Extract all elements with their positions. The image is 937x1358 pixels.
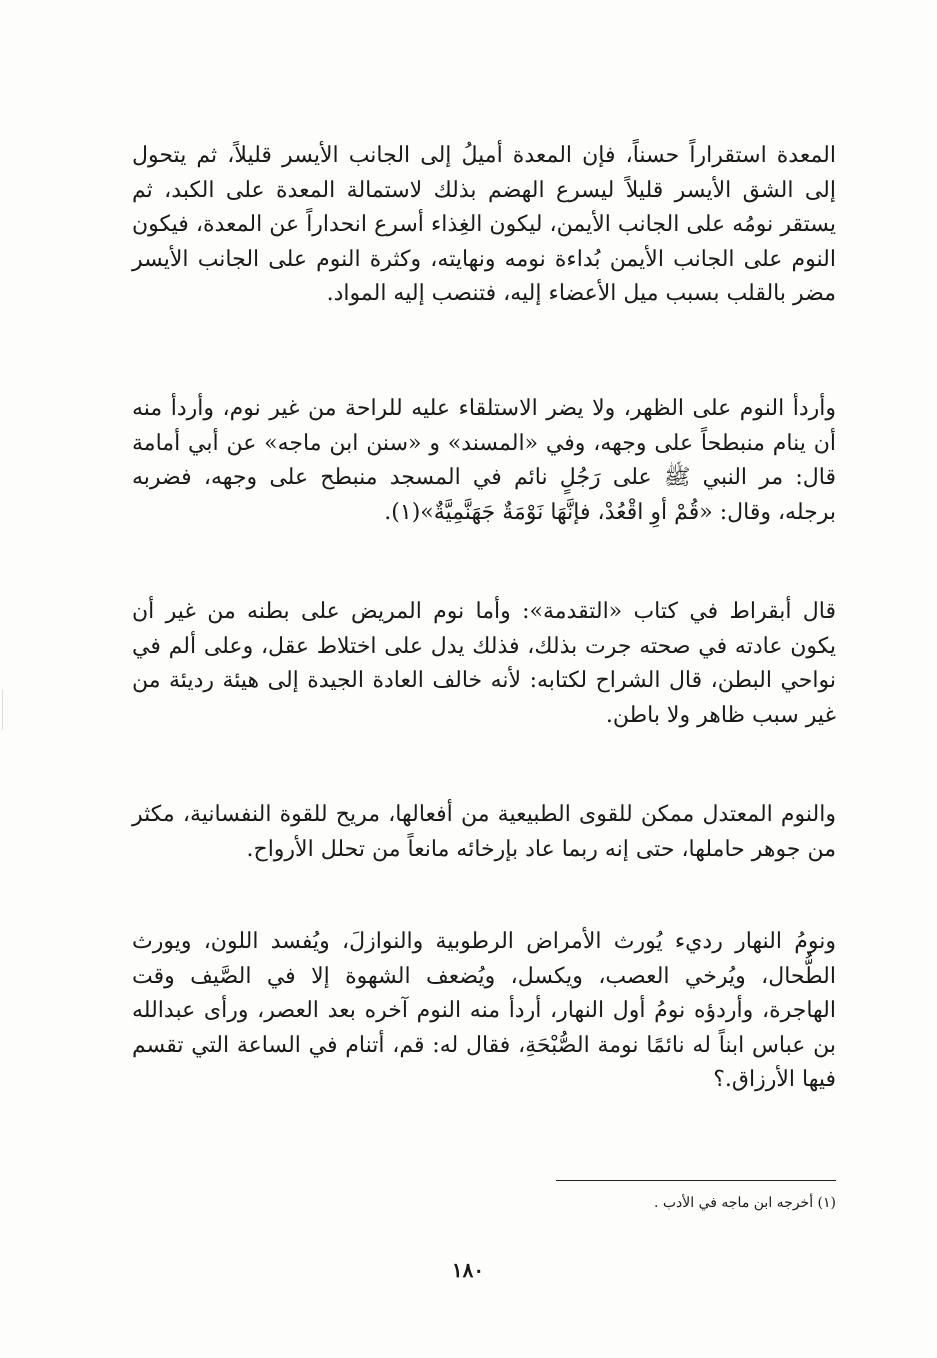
page-number: ١٨٠ [451, 1258, 485, 1282]
scan-edge-mark [2, 690, 3, 730]
paragraph-1: المعدة استقراراً حسناً، فإن المعدة أميلُ إلى الجانب الأيسر قليلاً، ثم يتحول إلى الشق الأيسر قليلاً ليسرع الهضم بذلك لاستمالة المعدة على الكبد، ثم يستقر نومُه على الجانب الأيمن، ليكون الغِذاء أسرع انحداراً عن المعدة، فيكون النوم على الجانب الأيمن بُداءة نومه ونهايته، وكثرة النوم على الجانب الأيسر مضر بالقلب بسبب ميل الأعضاء إليه، فتنصب إليه المواد. [132, 143, 836, 306]
paragraph-5: ونومُ النهار رديء يُورث الأمراض الرطوبية والنوازلَ، ويُفسد اللون، ويورث الطُّحال، ويُرخي العصب، ويكسل، ويُضعف الشهوة إلا في الصَّيف وقت الهاجرة، وأردؤه نومُ أول النهار، أردأ منه النوم آخره بعد العصر، ورأى عبدالله بن عباس ابناً له نائمًا نومة الصُّبْحَةِ، فقال له: قم، أتنام في الساعة التي تقسم فيها الأرزاق.؟ [132, 929, 836, 1092]
paragraph-2: وأردأ النوم على الظهر، ولا يضر الاستلقاء عليه للراحة من غير نوم، وأردأ منه أن ينام منبطحاً على وجهه، وفي «المسند» و «سنن ابن ماجه» عن أبي أمامة قال: مر النبي ﷺ على رَجُلٍ نائم في المسجد منبطح على وجهه، فضربه برجله، وقال: «قُمْ أوِ اقْعُدْ، فإنَّهَا نَوْمَةٌ جَهَنَّمِيَّةٌ»(١). [132, 396, 836, 525]
footnote-divider [556, 1180, 836, 1181]
paragraph-3: قال أبقراط في كتاب «التقدمة»: وأما نوم المريض على بطنه من غير أن يكون عادته في صحته جرت بذلك، فذلك يدل على اختلاط عقل، وعلى ألم في نواحي البطن، قال الشراح لكتابه: لأنه خالف العادة الجيدة إلى هيئة رديئة من غير سبب ظاهر ولا باطن. [132, 599, 836, 728]
footnote: (١) أخرجه ابن ماجه في الأدب . [653, 1195, 836, 1211]
paragraph-4: والنوم المعتدل ممكن للقوى الطبيعية من أفعالها، مريح للقوة النفسانية، مكثر من جوهر حاملها، حتى إنه ربما عاد بإرخائه مانعاً من تحلل الأرواح. [132, 802, 836, 862]
